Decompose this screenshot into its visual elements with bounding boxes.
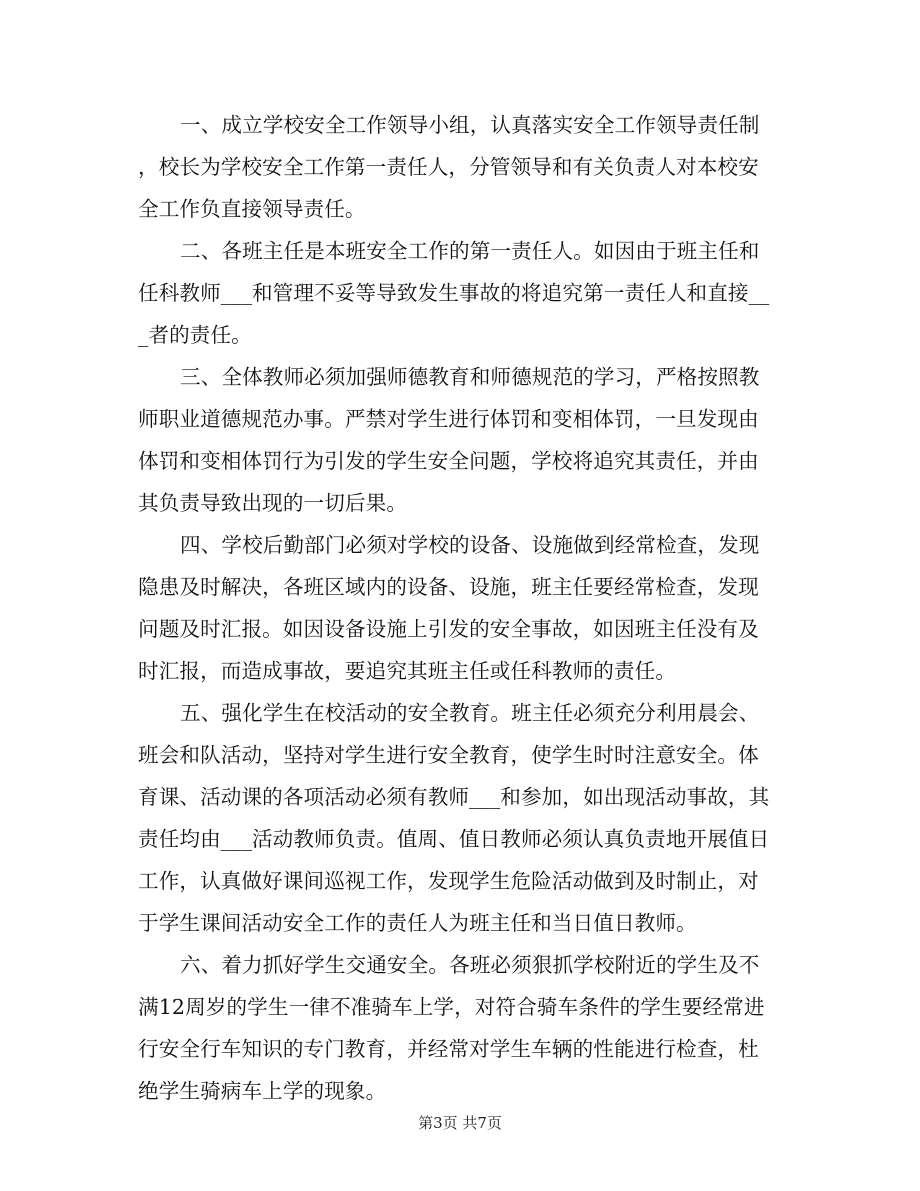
text-line: 问题及时汇报。如因设备设施上引发的安全事故，如因班主任没有及 [138,617,759,641]
text-line: 班会和队活动，坚持对学生进行安全教育，使学生时时注意安全。体 [138,743,759,767]
text-line: 六、着力抓好学生交通安全。各班必须狠抓学校附近的学生及不 [180,953,760,977]
text-line: 时汇报，而造成事故，要追究其班主任或任科教师的责任。 [138,659,677,683]
text-line: 四、学校后勤部门必须对学校的设备、设施做到经常检查，发现 [180,533,760,557]
text-line: 二、各班主任是本班安全工作的第一责任人。如因由于班主任和 [180,239,760,263]
text-line: 隐患及时解决，各班区域内的设备、设施，班主任要经常检查，发现 [138,575,759,599]
text-line: 师职业道德规范办事。严禁对学生进行体罚和变相体罚，一旦发现由 [138,407,759,431]
text-line: 任科教师___和管理不妥等导致发生事故的将追究第一责任人和直接__ [138,281,770,305]
text-line: 三、全体教师必须加强师德教育和师德规范的学习，严格按照教 [180,365,760,389]
text-line: ，校长为学校安全工作第一责任人，分管领导和有关负责人对本校安 [138,155,759,179]
text-line: 绝学生骑病车上学的现象。 [138,1079,387,1103]
text-line: _者的责任。 [138,323,252,347]
page-number: 第3页 共7页 [418,1114,502,1132]
text-line: 工作，认真做好课间巡视工作，发现学生危险活动做到及时制止，对 [138,869,759,893]
text-line: 一、成立学校安全工作领导小组，认真落实安全工作领导责任制 [180,113,760,137]
text-line: 育课、活动课的各项活动必须有教师___和参加，如出现活动事故，其 [138,785,770,809]
text-line: 责任均由___活动教师负责。值周、值日教师必须认真负责地开展值日 [138,827,770,851]
text-line: 体罚和变相体罚行为引发的学生安全问题，学校将追究其责任，并由 [138,449,759,473]
text-line: 其负责导致出现的一切后果。 [138,491,408,515]
text-line: 五、强化学生在校活动的安全教育。班主任必须充分利用晨会、 [180,701,760,725]
text-line: 行安全行车知识的专门教育，并经常对学生车辆的性能进行检查，杜 [138,1037,759,1061]
text-line: 全工作负直接领导责任。 [138,197,366,221]
text-line: 于学生课间活动安全工作的责任人为班主任和当日值日教师。 [138,911,697,935]
text-line: 满12周岁的学生一律不准骑车上学，对符合骑车条件的学生要经常进 [138,995,765,1019]
